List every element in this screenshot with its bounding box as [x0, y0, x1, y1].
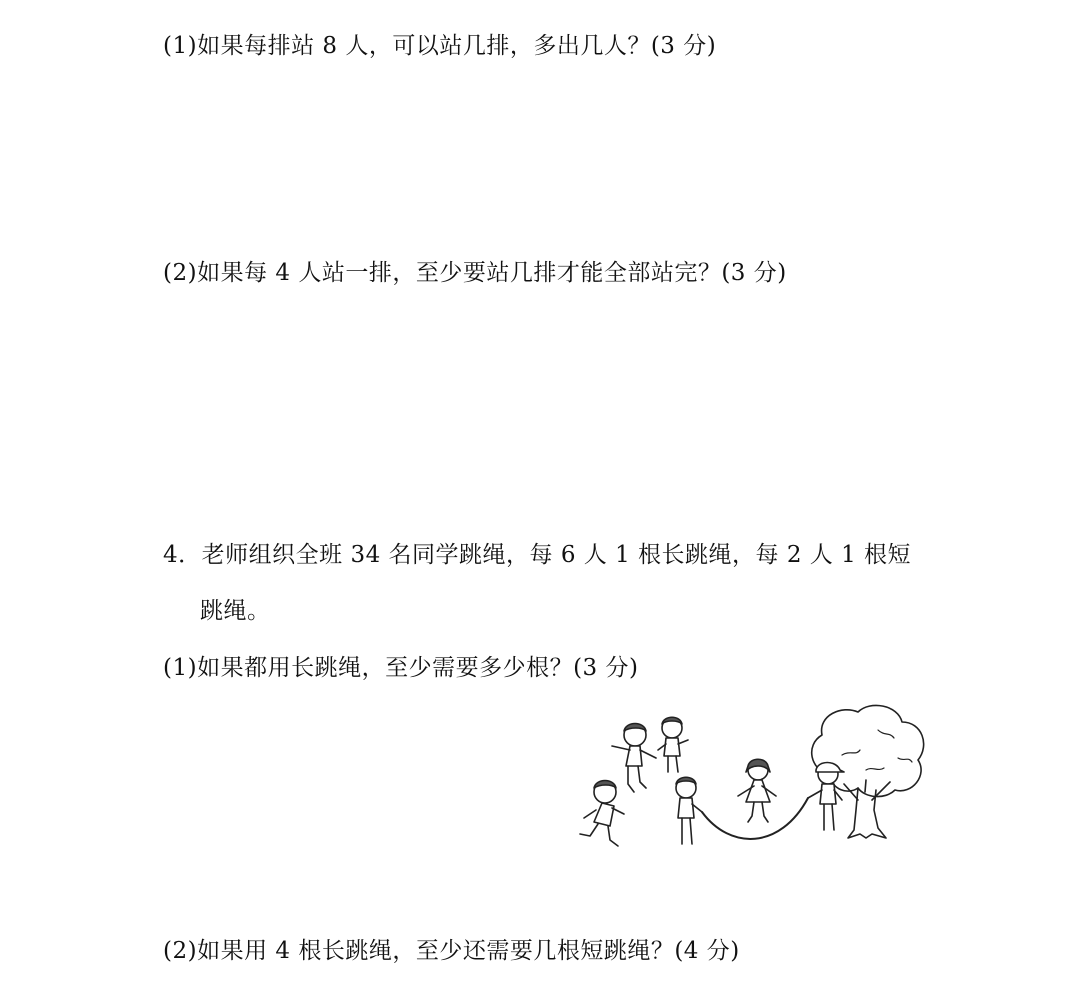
jump-rope-icon — [702, 798, 808, 839]
child-running-icon — [580, 781, 624, 847]
question-3-part-1: (1)如果每排站 8 人，可以站几排，多出几人？(3 分) — [163, 33, 717, 59]
question-4-part-1: (1)如果都用长跳绳，至少需要多少根？(3 分) — [163, 655, 639, 681]
child-turning-rope-left-icon — [676, 777, 702, 844]
question-4-stem-continued: 跳绳。 — [200, 598, 271, 624]
question-4-part-2: (2)如果用 4 根长跳绳，至少还需要几根短跳绳？(4 分) — [163, 938, 740, 964]
question-4-stem: 4．老师组织全班 34 名同学跳绳，每 6 人 1 根长跳绳，每 2 人 1 根短 — [163, 542, 912, 568]
child-dancing-icon — [612, 724, 656, 793]
question-3-part-2: (2)如果每 4 人站一排，至少要站几排才能全部站完？(3 分) — [163, 260, 787, 286]
girl-jumping-icon — [738, 759, 776, 822]
children-jumping-rope-illustration — [560, 700, 940, 870]
child-turning-rope-right-icon — [808, 763, 844, 831]
child-walking-icon — [658, 717, 688, 772]
